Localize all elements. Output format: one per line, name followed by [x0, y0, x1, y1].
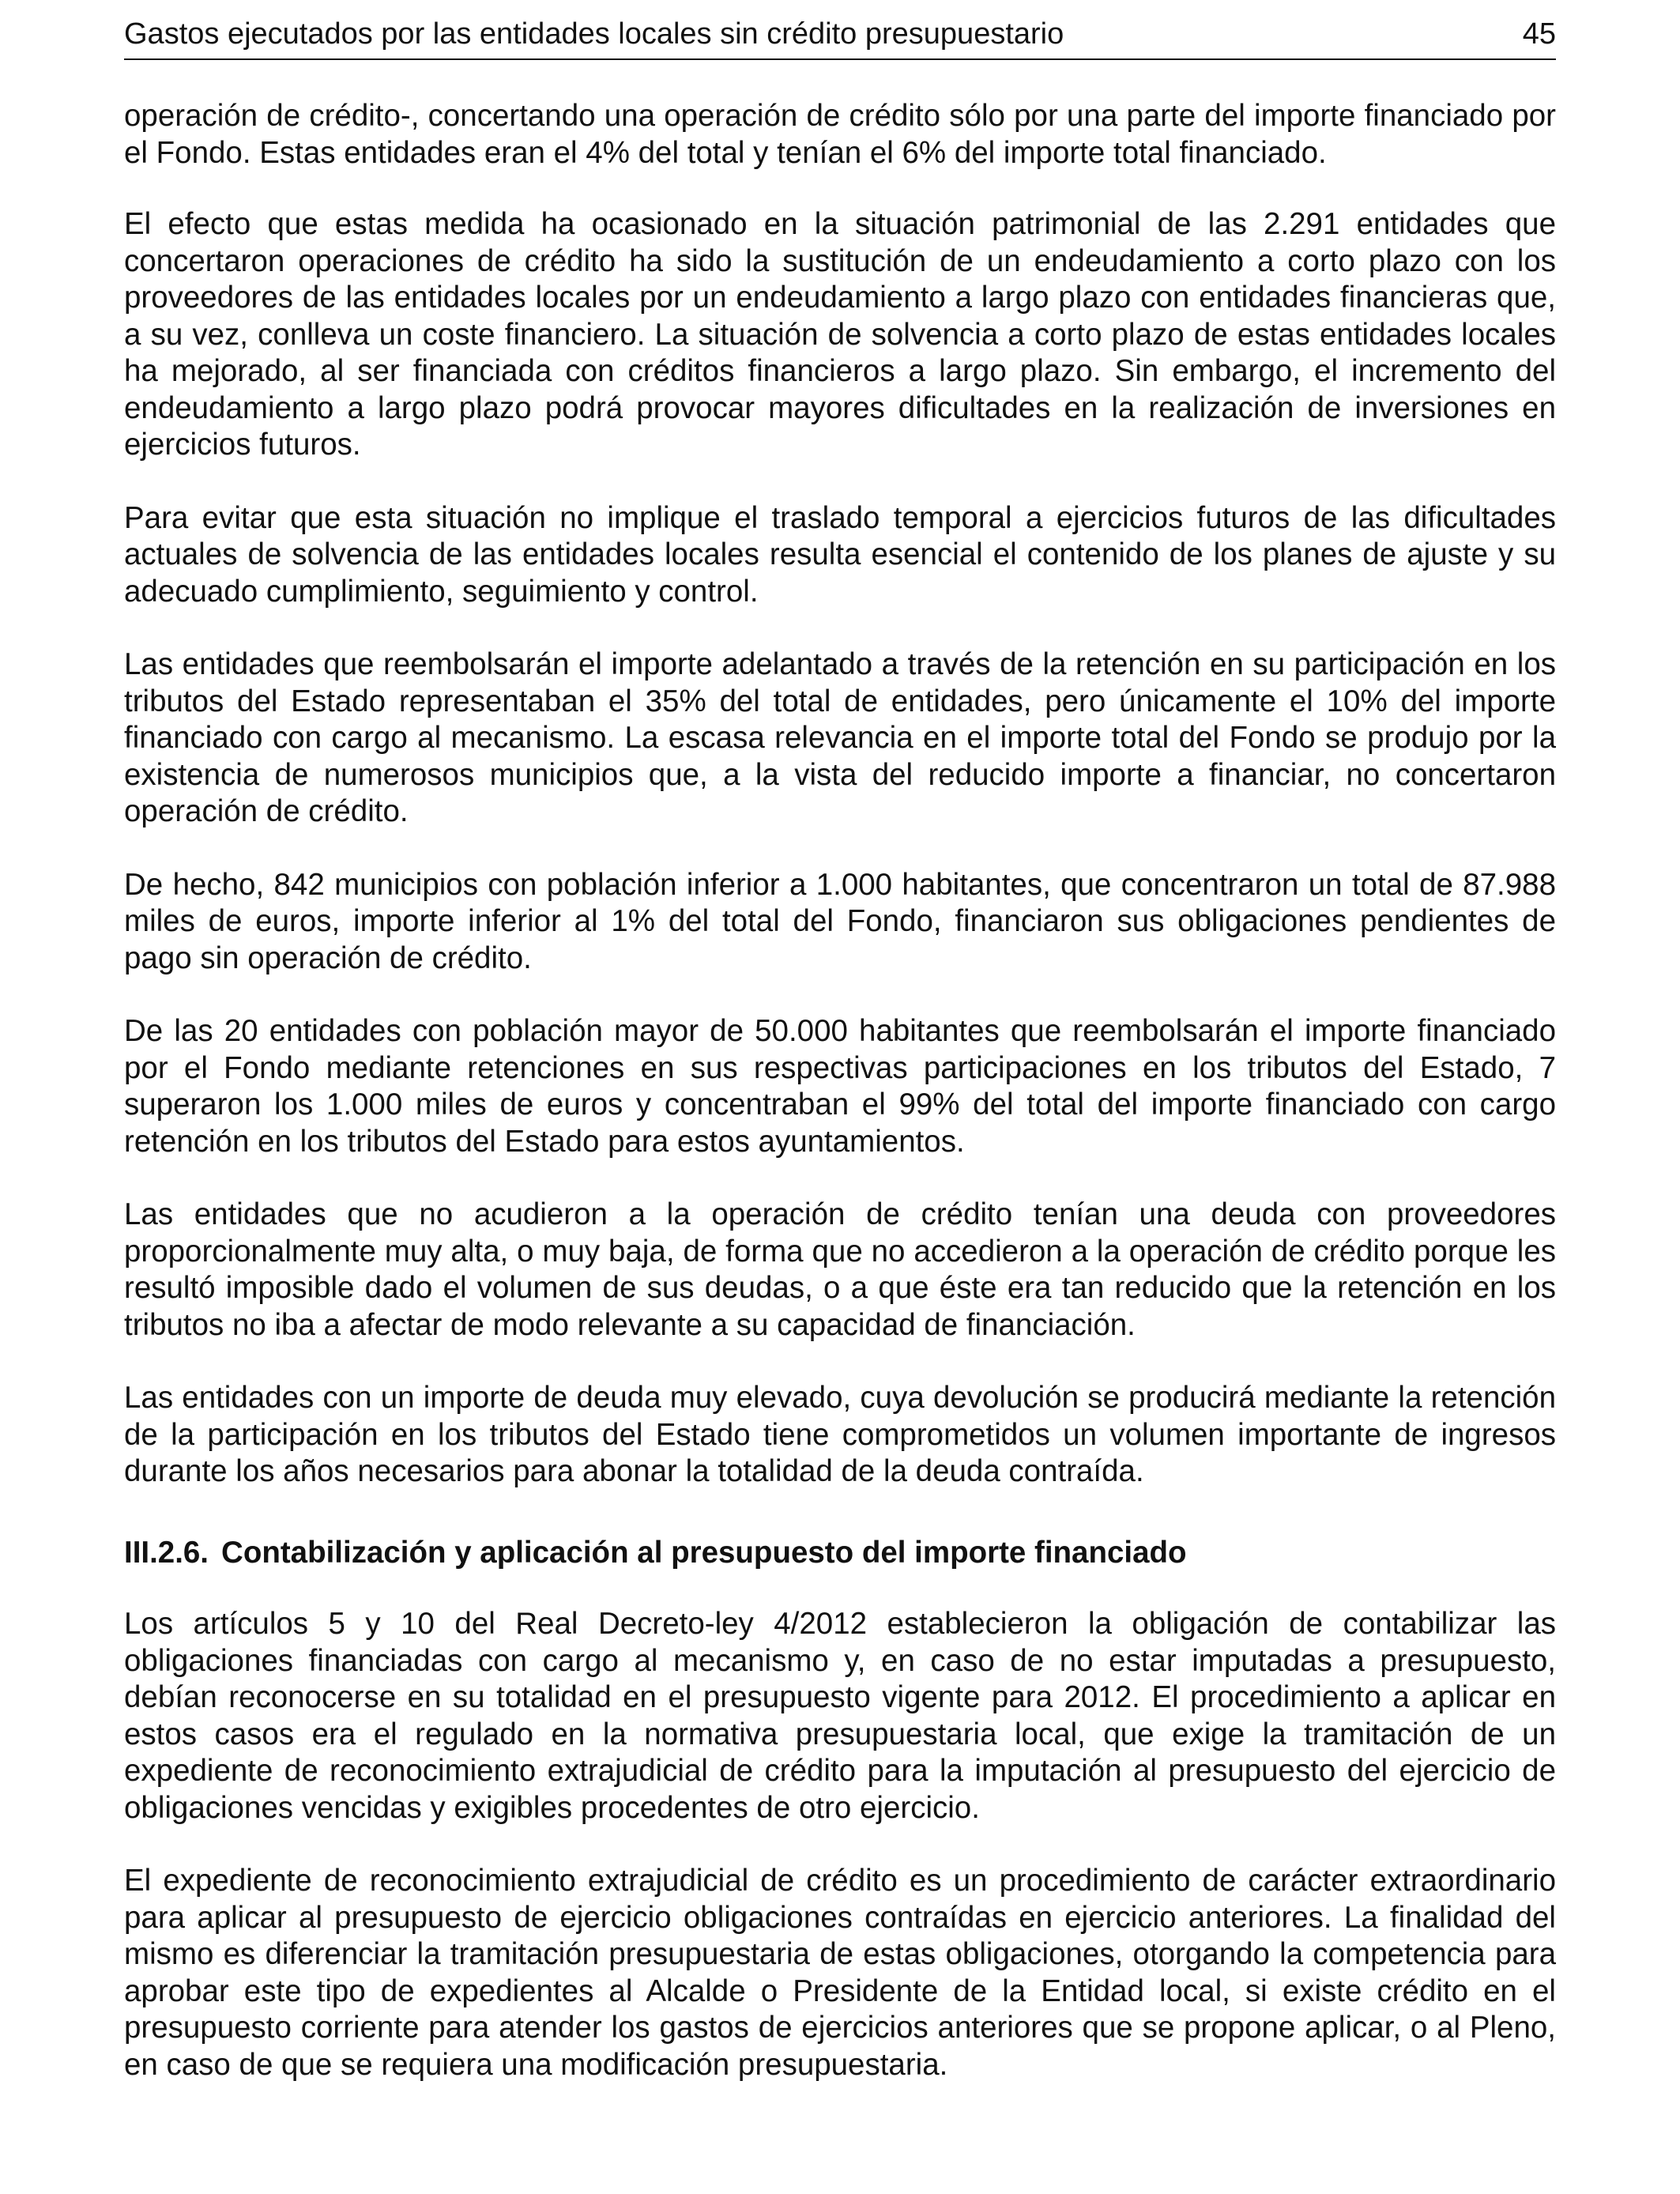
- running-header: [124, 14, 1556, 60]
- paragraph: El efecto que estas medida ha ocasionado en la situación patrimonial de las 2.291 entidades que concertaron operaciones de crédito ha sido la sustitución de un endeudamiento a corto plazo con los proveedores de las entidades locales por un endeudamiento a largo plazo con entidades financieras que, a su vez, conlleva un coste financiero. La situación de solvencia a corto plazo de estas entidades locales ha mejorado, al ser financiada con créditos financieros a largo plazo. Sin embargo, el incremento del endeudamiento a largo plazo podrá provocar mayores dificultades en la realización de inversiones en ejercicios futuros.: [124, 207, 1556, 462]
- section-heading: [124, 1535, 1556, 1572]
- section-number: III.2.6.: [124, 1535, 209, 1570]
- header-title: Gastos ejecutados por las entidades locales sin crédito presupuestario: [124, 17, 1064, 51]
- paragraph: operación de crédito-, concertando una operación de crédito sólo por una parte del importe financiado por el Fondo. Estas entidades eran el 4% del total y tenían el 6% del importe total financiado.: [124, 99, 1556, 170]
- paragraph: De las 20 entidades con población mayor de 50.000 habitantes que reembolsarán el importe financiado por el Fondo mediante retenciones en sus respectivas participaciones en los tributos del Estado, 7 superaron los 1.000 miles de euros y concentraban el 99% del total del importe financiado con cargo retención en los tributos del Estado para estos ayuntamientos.: [124, 1014, 1556, 1159]
- section-title: Contabilización y aplicación al presupuesto del importe financiado: [221, 1535, 1187, 1570]
- paragraph: Las entidades que reembolsarán el importe adelantado a través de la retención en su participación en los tributos del Estado representaban el 35% del total de entidades, pero únicamente el 10% del importe financiado con cargo al mecanismo. La escasa relevancia en el importe total del Fondo se produjo por la existencia de numerosos municipios que, a la vista del reducido importe a financiar, no concertaron operación de crédito.: [124, 647, 1556, 828]
- document-body: [124, 98, 1556, 2083]
- document-page: [124, 14, 1556, 2120]
- paragraph: Las entidades con un importe de deuda muy elevado, cuya devolución se producirá mediante la retención de la participación en los tributos del Estado tiene comprometidos un volumen importante de ingresos durante los años necesarios para abonar la totalidad de la deuda contraída.: [124, 1381, 1556, 1488]
- paragraph: Las entidades que no acudieron a la operación de crédito tenían una deuda con proveedores proporcionalmente muy alta, o muy baja, de forma que no accedieron a la operación de crédito porque les resultó imposible dado el volumen de sus deudas, o a que éste era tan reducido que la retención en los tributos no iba a afectar de modo relevante a su capacidad de financiación.: [124, 1197, 1556, 1342]
- paragraph: Los artículos 5 y 10 del Real Decreto-ley 4/2012 establecieron la obligación de contabilizar las obligaciones financiadas con cargo al mecanismo y, en caso de no estar imputadas a presupuesto, debían reconocerse en su totalidad en el presupuesto vigente para 2012. El procedimiento a aplicar en estos casos era el regulado en la normativa presupuestaria local, que exige la tramitación de un expediente de reconocimiento extrajudicial de crédito para la imputación al presupuesto del ejercicio de obligaciones vencidas y exigibles procedentes de otro ejercicio.: [124, 1607, 1556, 1825]
- page-number: 45: [1522, 17, 1556, 51]
- paragraph: El expediente de reconocimiento extrajudicial de crédito es un procedimiento de carácter extraordinario para aplicar al presupuesto de ejercicio obligaciones contraídas en ejercicio anteriores. La finalidad del mismo es diferenciar la tramitación presupuestaria de estas obligaciones, otorgando la competencia para aprobar este tipo de expedientes al Alcalde o Presidente de la Entidad local, si existe crédito en el presupuesto corriente para atender los gastos de ejercicios anteriores que se propone aplicar, o al Pleno, en caso de que se requiera una modificación presupuestaria.: [124, 1864, 1556, 2082]
- paragraph: Para evitar que esta situación no implique el traslado temporal a ejercicios futuros de las dificultades actuales de solvencia de las entidades locales resulta esencial el contenido de los planes de ajuste y su adecuado cumplimiento, seguimiento y control.: [124, 500, 1556, 609]
- paragraph: De hecho, 842 municipios con población inferior a 1.000 habitantes, que concentraron un total de 87.988 miles de euros, importe inferior al 1% del total del Fondo, financiaron sus obligaciones pendientes de pago sin operación de crédito.: [124, 867, 1556, 975]
